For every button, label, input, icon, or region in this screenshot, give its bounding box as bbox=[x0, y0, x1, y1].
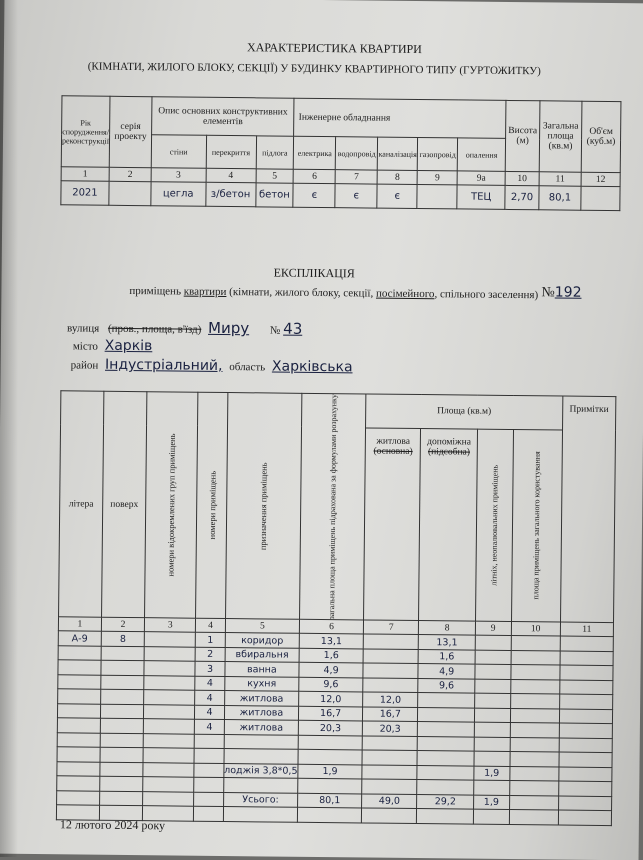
table-cell bbox=[475, 650, 511, 665]
table-cell: вбиральня bbox=[225, 647, 300, 662]
colnum: 8 bbox=[419, 621, 476, 636]
table-cell: 16,7 bbox=[299, 706, 363, 721]
table-cell bbox=[418, 693, 475, 708]
table-cell: 80,1 bbox=[298, 793, 362, 808]
house-label: № bbox=[269, 324, 281, 337]
expl-number-label: № bbox=[541, 285, 555, 301]
cell: 2021 bbox=[61, 181, 109, 206]
table-cell bbox=[473, 809, 509, 824]
table-cell bbox=[559, 781, 612, 796]
table-cell: 3 bbox=[195, 661, 225, 676]
table-cell: 9,6 bbox=[299, 677, 363, 692]
table-cell bbox=[224, 749, 299, 764]
hdr-floor: підлога bbox=[256, 136, 294, 169]
table-cell bbox=[363, 634, 419, 649]
table-cell bbox=[145, 632, 196, 647]
table-cell bbox=[100, 776, 144, 791]
table-cell bbox=[362, 736, 418, 751]
table-cell: 4 bbox=[195, 705, 225, 720]
table-cell bbox=[57, 762, 100, 777]
hdr-living-struck: (основна) bbox=[373, 446, 413, 457]
city-label: місто bbox=[72, 340, 98, 353]
hdr-heating: опалення bbox=[457, 138, 505, 171]
table-cell bbox=[509, 795, 558, 810]
colnum: 9 bbox=[417, 171, 457, 185]
table-cell: 4 bbox=[195, 676, 225, 691]
colnum: 10 bbox=[511, 622, 560, 637]
table-cell bbox=[194, 806, 224, 821]
district-label: район bbox=[70, 359, 99, 372]
table-cell bbox=[509, 781, 558, 796]
street-line bbox=[67, 317, 302, 337]
table-cell bbox=[362, 765, 418, 780]
colnum: 2 bbox=[109, 167, 151, 181]
table-cell bbox=[144, 690, 195, 705]
hdr-rooms bbox=[196, 392, 228, 619]
hdr-aux bbox=[419, 428, 477, 621]
table-cell bbox=[510, 723, 559, 738]
expl-number bbox=[541, 284, 581, 301]
colnum: 9а bbox=[457, 171, 505, 186]
table-cell bbox=[560, 651, 613, 666]
table-cell bbox=[361, 808, 417, 823]
table-cell bbox=[298, 779, 362, 794]
colnum: 12 bbox=[581, 172, 620, 186]
explication-table bbox=[56, 390, 616, 826]
table-cell bbox=[143, 791, 194, 806]
table-cell bbox=[57, 718, 100, 733]
table-cell bbox=[475, 679, 511, 694]
expl-subtitle-mid: (кімнати, жилого блоку, секції, bbox=[226, 286, 377, 300]
table-cell bbox=[511, 636, 560, 651]
city-line bbox=[73, 337, 153, 354]
table-cell bbox=[224, 734, 299, 749]
table-cell bbox=[475, 635, 511, 650]
cell bbox=[581, 186, 620, 210]
table-cell bbox=[57, 733, 100, 748]
cell bbox=[109, 181, 151, 205]
table-cell: 20,3 bbox=[362, 721, 418, 736]
table-cell bbox=[362, 779, 418, 794]
table-cell bbox=[417, 751, 474, 766]
table-cell: 4,9 bbox=[299, 663, 363, 678]
table-cell bbox=[475, 693, 511, 708]
table-cell: 12,0 bbox=[363, 692, 419, 707]
table-cell bbox=[474, 737, 510, 752]
table-cell bbox=[194, 748, 224, 763]
hdr-series: серія проекту bbox=[109, 96, 152, 167]
hdr-purpose-text: призначення приміщень bbox=[258, 462, 270, 550]
table-cell bbox=[57, 747, 100, 762]
table-cell bbox=[194, 734, 224, 749]
expl-subtitle-family: посімейного bbox=[375, 287, 435, 301]
table-cell bbox=[144, 719, 195, 734]
cell: 80,1 bbox=[539, 186, 581, 210]
expl-subtitle bbox=[129, 285, 538, 301]
table-cell: 20,3 bbox=[298, 721, 362, 736]
table-cell bbox=[559, 738, 612, 753]
table-cell: 1,9 bbox=[474, 766, 510, 781]
table-cell bbox=[559, 723, 612, 738]
table-cell bbox=[58, 675, 101, 690]
hdr-letter: літера bbox=[59, 391, 104, 618]
table-cell bbox=[99, 791, 143, 806]
table-cell bbox=[194, 792, 224, 807]
colnum: 3 bbox=[145, 618, 196, 633]
colnum: 7 bbox=[363, 620, 419, 635]
table-cell bbox=[417, 780, 474, 795]
colnum: 11 bbox=[539, 172, 581, 186]
colnum: 4 bbox=[196, 618, 226, 632]
district-value: Індустріальний, bbox=[104, 356, 223, 374]
table-cell bbox=[474, 751, 510, 766]
hdr-floor-level: поверх bbox=[101, 391, 147, 618]
table-cell: 12,0 bbox=[299, 692, 363, 707]
cell: є bbox=[293, 183, 335, 207]
table-cell bbox=[144, 661, 195, 676]
table-cell bbox=[559, 709, 612, 724]
table-cell bbox=[143, 762, 194, 777]
hdr-summer bbox=[475, 429, 513, 622]
char-subtitle: (КІМНАТИ, ЖИЛОГО БЛОКУ, СЕКЦІЇ) У БУДИНКУ КВАРТИРНОГО ТИПУ (ГУРТОЖИТКУ) bbox=[87, 60, 541, 78]
table-cell: А-9 bbox=[58, 631, 101, 646]
table-cell bbox=[511, 650, 560, 665]
expl-subtitle-pre: приміщень bbox=[129, 284, 184, 298]
table-cell bbox=[417, 809, 474, 824]
char-data-row bbox=[61, 181, 620, 211]
char-title: ХАРАКТЕРИСТИКА КВАРТИРИ bbox=[246, 40, 422, 57]
table-cell bbox=[143, 748, 194, 763]
table-cell bbox=[58, 660, 101, 675]
cell: є bbox=[335, 184, 377, 208]
expl-subtitle-apartment: квартири bbox=[183, 285, 227, 299]
table-cell: 1,6 bbox=[299, 648, 363, 663]
table-cell bbox=[509, 810, 558, 825]
hdr-aux-text: допоміжна bbox=[427, 436, 472, 448]
table-cell bbox=[223, 807, 298, 822]
table-cell bbox=[57, 704, 100, 719]
table-cell bbox=[194, 777, 224, 792]
colnum: 4 bbox=[206, 168, 256, 183]
table-cell: 13,1 bbox=[419, 635, 476, 650]
hdr-groups bbox=[145, 392, 198, 619]
colnum: 8 bbox=[377, 170, 417, 184]
table-cell: 13,1 bbox=[299, 634, 363, 649]
table-cell: 1 bbox=[196, 632, 226, 647]
table-cell: коридор bbox=[225, 633, 300, 648]
street-label: вулиця bbox=[66, 322, 100, 335]
street-value: Миру bbox=[208, 318, 250, 338]
table-cell: 1,9 bbox=[298, 764, 362, 779]
table-cell bbox=[362, 750, 418, 765]
char-table bbox=[60, 95, 621, 211]
table-cell bbox=[559, 767, 612, 782]
hdr-summer-text: літніх, неопалювальних приміщень bbox=[489, 464, 500, 586]
table-cell bbox=[101, 646, 145, 661]
table-cell bbox=[417, 765, 474, 780]
table-cell bbox=[559, 694, 612, 709]
cell: є bbox=[377, 184, 417, 208]
table-cell: ванна bbox=[225, 662, 300, 677]
table-cell bbox=[101, 660, 145, 675]
table-cell bbox=[101, 675, 145, 690]
hdr-total-text: загальна площа приміщень підрахована за формулами розрахунку bbox=[327, 394, 339, 620]
table-cell bbox=[418, 707, 475, 722]
hdr-common-text: площа приміщень загального користування bbox=[531, 451, 542, 600]
colnum: 7 bbox=[335, 170, 377, 184]
hdr-gas: газопровід bbox=[418, 138, 458, 171]
hdr-purpose bbox=[225, 393, 302, 620]
table-cell bbox=[509, 766, 558, 781]
table-cell: кухня bbox=[225, 676, 300, 691]
hdr-electric: електрика bbox=[294, 136, 336, 169]
city-value: Харків bbox=[104, 337, 153, 355]
hdr-sewer: каналізація bbox=[378, 137, 418, 170]
table-cell bbox=[363, 649, 419, 664]
colnum: 5 bbox=[225, 619, 300, 634]
table-cell: 4 bbox=[195, 690, 225, 705]
cell bbox=[417, 185, 457, 209]
hdr-water: водопровід bbox=[336, 137, 378, 170]
hdr-description: Опис основних конструктивних елементів bbox=[151, 97, 294, 136]
expl-number-value: 192 bbox=[554, 284, 582, 301]
table-cell bbox=[363, 663, 419, 678]
colnum: 5 bbox=[256, 169, 294, 183]
hdr-total-area: Загальна площа (кв.м) bbox=[539, 101, 582, 172]
footer-date: 12 лютого 2024 року bbox=[59, 817, 166, 833]
table-cell bbox=[144, 733, 195, 748]
table-cell bbox=[510, 694, 559, 709]
table-cell bbox=[144, 675, 195, 690]
cell: 2,70 bbox=[505, 185, 539, 209]
region-label: область bbox=[229, 361, 266, 374]
table-body bbox=[56, 631, 613, 825]
table-cell bbox=[58, 646, 101, 661]
hdr-walls: стіни bbox=[151, 135, 206, 169]
table-cell: Усього: bbox=[223, 792, 298, 807]
table-cell bbox=[560, 636, 613, 651]
colnum: 9 bbox=[475, 621, 511, 635]
table-cell: 1,6 bbox=[419, 649, 476, 664]
table-cell bbox=[298, 735, 362, 750]
table-cell: 9,6 bbox=[418, 678, 475, 693]
table-cell: 8 bbox=[101, 631, 145, 646]
colnum: 10 bbox=[505, 171, 539, 185]
table-cell bbox=[298, 750, 362, 765]
table-cell bbox=[194, 763, 224, 778]
hdr-total bbox=[300, 393, 366, 620]
table-cell: 2 bbox=[195, 647, 225, 662]
table-cell bbox=[418, 736, 475, 751]
cell: з/бетон bbox=[205, 182, 255, 207]
table-cell bbox=[558, 810, 611, 825]
table-cell bbox=[58, 689, 101, 704]
table-cell: 29,2 bbox=[417, 794, 474, 809]
hdr-area: Площа (кв.м) bbox=[366, 394, 563, 430]
table-cell bbox=[100, 747, 144, 762]
district-line bbox=[71, 356, 353, 375]
colnum: 6 bbox=[299, 620, 363, 635]
table-cell bbox=[510, 679, 559, 694]
table-cell bbox=[510, 708, 559, 723]
hdr-groups-text: номери відокремлених груп приміщень bbox=[165, 433, 178, 577]
table-cell bbox=[144, 646, 195, 661]
table-cell bbox=[100, 704, 144, 719]
hdr-engineering: Інженерне обладнання bbox=[294, 98, 506, 138]
colnum: 6 bbox=[294, 169, 336, 183]
table-cell bbox=[100, 689, 144, 704]
table-cell bbox=[100, 733, 144, 748]
hdr-rooms-text: номери приміщень bbox=[206, 471, 218, 540]
table-cell bbox=[474, 708, 510, 723]
table-cell bbox=[57, 776, 100, 791]
cell: цегла bbox=[151, 182, 206, 207]
table-cell: 1,9 bbox=[473, 795, 509, 810]
colnum: 11 bbox=[560, 622, 613, 637]
hdr-floors: перекриття bbox=[206, 135, 256, 169]
cell: бетон bbox=[255, 183, 293, 207]
table-cell bbox=[418, 722, 475, 737]
hdr-common bbox=[511, 429, 562, 622]
page-shadow bbox=[0, 0, 18, 857]
table-cell bbox=[510, 665, 559, 680]
colnum: 3 bbox=[151, 168, 206, 183]
table-cell bbox=[560, 665, 613, 680]
table-cell bbox=[560, 680, 613, 695]
table-cell bbox=[143, 777, 194, 792]
table-cell: лоджія 3,8*0,5 bbox=[224, 765, 298, 777]
table-cell bbox=[510, 752, 559, 767]
colnum: 1 bbox=[61, 167, 109, 182]
table-cell: 16,7 bbox=[363, 707, 419, 722]
table-cell: житлова bbox=[224, 705, 299, 720]
expl-title: ЕКСПЛІКАЦІЯ bbox=[273, 265, 355, 281]
colnum: 2 bbox=[101, 617, 145, 631]
hdr-living bbox=[364, 428, 421, 621]
house-value: 43 bbox=[283, 319, 303, 338]
table-cell bbox=[298, 808, 362, 823]
table-cell bbox=[100, 718, 144, 733]
hdr-height: Висота (м) bbox=[505, 100, 540, 171]
table-cell: 4 bbox=[195, 719, 225, 734]
table-cell bbox=[558, 796, 611, 811]
table-cell bbox=[475, 664, 511, 679]
table-cell bbox=[144, 704, 195, 719]
table-cell bbox=[510, 737, 559, 752]
table-cell: 4,9 bbox=[418, 664, 475, 679]
region-value: Харківська bbox=[271, 358, 353, 376]
hdr-aux-struck: (підсобна) bbox=[427, 446, 471, 458]
cell: ТЕЦ bbox=[457, 185, 505, 209]
table-cell: житлова bbox=[224, 691, 299, 706]
table-cell bbox=[363, 678, 419, 693]
table-cell: 49,0 bbox=[362, 794, 418, 809]
hdr-volume: Об'єм (куб.м) bbox=[581, 101, 621, 172]
table-cell bbox=[559, 752, 612, 767]
table-cell bbox=[223, 778, 298, 793]
table-cell bbox=[100, 762, 144, 777]
expl-subtitle-end: , спільного заселення) bbox=[434, 288, 539, 302]
hdr-notes: Примітки bbox=[560, 396, 616, 623]
table-cell bbox=[57, 791, 100, 806]
street-struck: (пров., площа, в'їзд) bbox=[107, 322, 202, 336]
table-cell bbox=[474, 722, 510, 737]
hdr-living-text: житлова bbox=[376, 436, 411, 447]
colnum: 1 bbox=[58, 617, 101, 631]
table-cell: житлова bbox=[224, 720, 299, 735]
table-cell bbox=[474, 780, 510, 795]
hdr-year: Рік спорудження/ реконструкції bbox=[61, 96, 110, 167]
